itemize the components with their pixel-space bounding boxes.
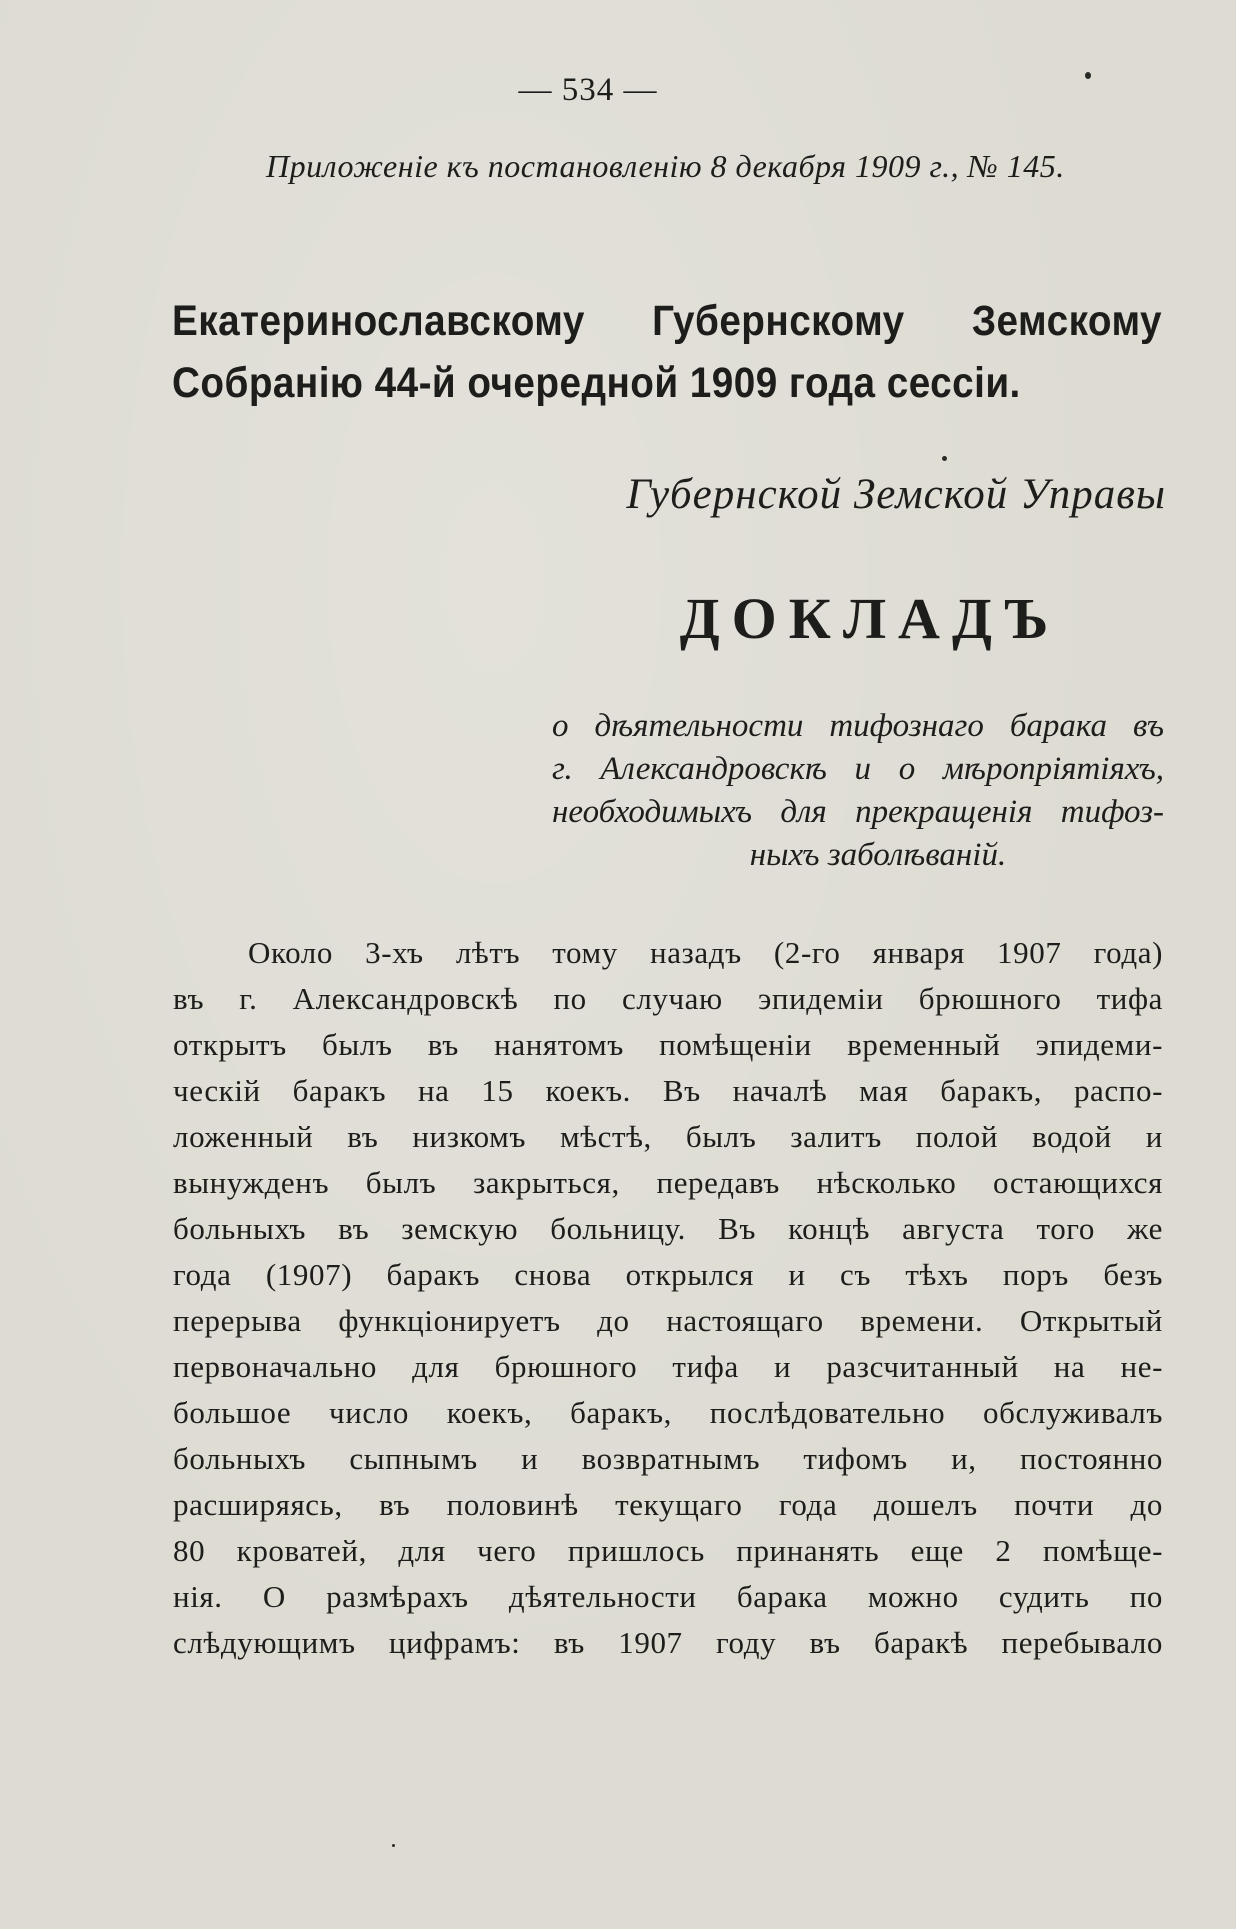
ink-speck: [942, 456, 947, 461]
body-line: первоначально для брюшного тифа и разсчитанный на не-: [173, 1349, 1163, 1384]
body-line: слѣдующимъ цифрамъ: въ 1907 году въ баракѣ перебывало: [173, 1625, 1163, 1660]
body-line: большое число коекъ, баракъ, послѣдовательно обслуживалъ: [173, 1395, 1163, 1430]
body-paragraph: [173, 930, 1163, 1666]
page-number: — 534 —: [518, 72, 658, 108]
body-line: Около 3-хъ лѣтъ тому назадъ (2-го января 1907 года): [248, 935, 1163, 970]
body-line: ложенный въ низкомъ мѣстѣ, былъ залитъ полой водой и: [173, 1119, 1163, 1154]
report-title: ДОКЛАДЪ: [679, 586, 1061, 651]
body-line: 80 кроватей, для чего пришлось принанять еще 2 помѣще-: [173, 1533, 1163, 1568]
body-line: больныхъ сыпнымъ и возвратнымъ тифомъ и, постоянно: [173, 1441, 1163, 1476]
body-line: въ г. Александровскѣ по случаю эпидеміи брюшного тифа: [173, 981, 1163, 1016]
body-line: перерыва функціонируетъ до настоящаго времени. Открытый: [173, 1303, 1163, 1338]
body-line: открытъ былъ въ нанятомъ помѣщеніи временный эпидеми-: [173, 1027, 1163, 1062]
subtitle-line: ныхъ заболѣваній.: [749, 837, 1007, 873]
body-line: расширяясь, въ половинѣ текущаго года дошелъ почти до: [173, 1487, 1163, 1522]
body-line: года (1907) баракъ снова открылся и съ тѣхъ поръ безъ: [173, 1257, 1163, 1292]
body-line: больныхъ въ земскую больницу. Въ концѣ августа того же: [173, 1211, 1163, 1246]
ink-speck: [1085, 72, 1091, 79]
body-line: нія. О размѣрахъ дѣятельности барака можно судить по: [173, 1579, 1163, 1614]
ink-speck: [392, 1844, 395, 1847]
subtitle-line: необходимыхъ для прекращенія тифоз-: [552, 794, 1164, 830]
appendix-note: Приложеніе къ постановленію 8 декабря 1909 г., № 145.: [266, 148, 1065, 184]
address-heading: Екатеринославскому Губернскому Земскому Собранію 44-й очередной 1909 года сессіи.: [172, 297, 1162, 407]
body-line: ческій баракъ на 15 коекъ. Въ началѣ мая баракъ, распо-: [173, 1073, 1163, 1108]
report-subtitle: [552, 705, 1164, 877]
subtitle-line: г. Александровскѣ и о мѣропріятіяхъ,: [552, 751, 1164, 787]
subtitle-line: о дѣятельности тифознаго барака въ: [552, 708, 1164, 744]
body-line: вынужденъ былъ закрыться, передавъ нѣсколько остающихся: [173, 1165, 1163, 1200]
board-heading: Губернской Земской Управы: [626, 471, 1166, 518]
